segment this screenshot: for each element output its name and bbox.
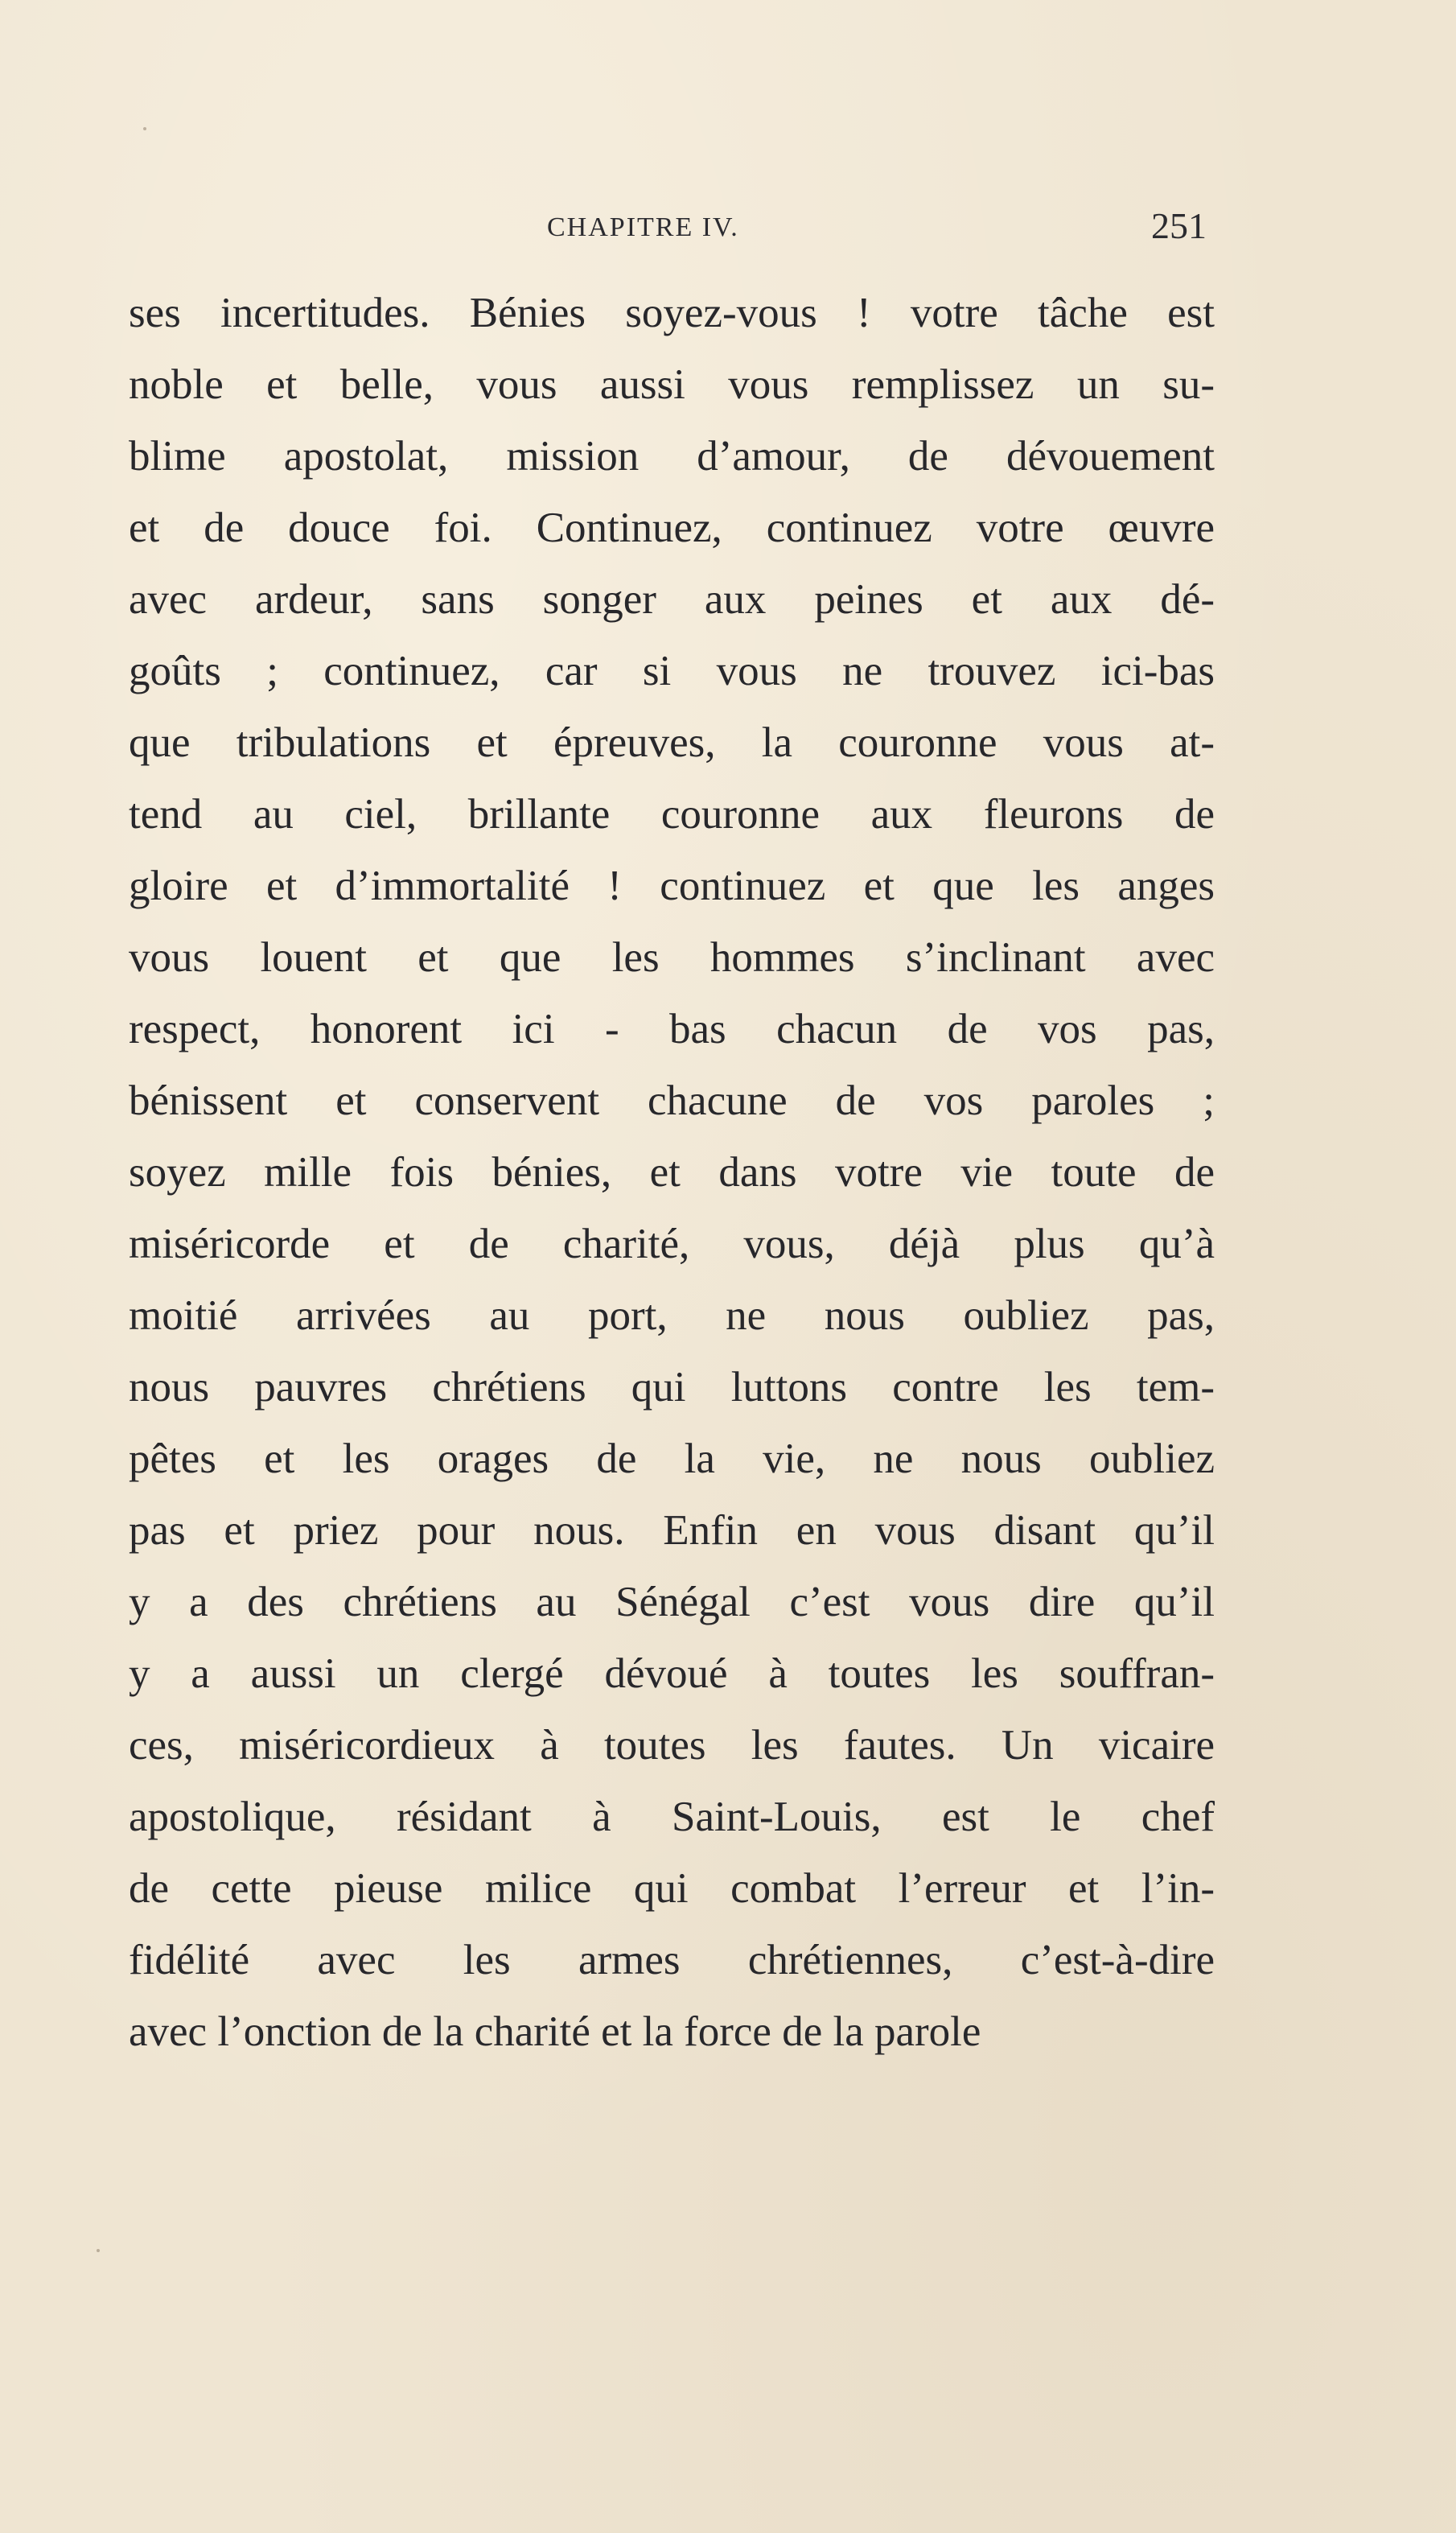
text-line: pas et priez pour nous. Enfin en vous disant qu’il — [129, 1507, 1215, 1554]
text-line: tend au ciel, brillante couronne aux fleurons de — [129, 791, 1215, 838]
text-line: vous louent et que les hommes s’inclinant avec — [129, 934, 1215, 981]
text-line: et de douce foi. Continuez, continuez votre œuvre — [129, 505, 1215, 551]
text-line: blime apostolat, mission d’amour, de dévouement — [129, 433, 1215, 480]
text-line: y a des chrétiens au Sénégal c’est vous dire qu’il — [129, 1579, 1215, 1625]
paper-speck — [143, 127, 146, 130]
text-line: soyez mille fois bénies, et dans votre vie toute de — [129, 1149, 1215, 1196]
paper-speck — [97, 2249, 100, 2252]
text-line: ses incertitudes. Bénies soyez-vous ! votre tâche est — [129, 290, 1215, 336]
text-line: apostolique, résidant à Saint-Louis, est le chef — [129, 1794, 1215, 1840]
text-line: respect, honorent ici - bas chacun de vos pas, — [129, 1006, 1215, 1052]
page-number: 251 — [1151, 205, 1207, 246]
text-line: moitié arrivées au port, ne nous oubliez pas, — [129, 1292, 1215, 1339]
text-line: avec ardeur, sans songer aux peines et aux dé- — [129, 576, 1215, 623]
text-line: miséricorde et de charité, vous, déjà plus qu’à — [129, 1221, 1215, 1267]
text-line: goûts ; continuez, car si vous ne trouvez ici-bas — [129, 648, 1215, 694]
text-line: avec l’onction de la charité et la force de la parole — [129, 2008, 981, 2055]
text-line: gloire et d’immortalité ! continuez et que les anges — [129, 863, 1215, 909]
text-line: pêtes et les orages de la vie, ne nous oubliez — [129, 1435, 1215, 1482]
text-line: ces, miséricordieux à toutes les fautes. Un vicaire — [129, 1722, 1215, 1769]
text-line: de cette pieuse milice qui combat l’erreur et l’in- — [129, 1865, 1215, 1912]
text-line: noble et belle, vous aussi vous remplissez un su- — [129, 361, 1215, 408]
text-line: fidélité avec les armes chrétiennes, c’est-à-dire — [129, 1937, 1215, 1983]
chapter-title: CHAPITRE IV. — [547, 212, 739, 242]
text-line: bénissent et conservent chacune de vos paroles ; — [129, 1077, 1215, 1124]
running-head — [129, 201, 1207, 257]
body-text — [129, 278, 1215, 2068]
text-line: y a aussi un clergé dévoué à toutes les souffran- — [129, 1650, 1215, 1697]
text-line: nous pauvres chrétiens qui luttons contre les tem- — [129, 1364, 1215, 1411]
text-line: que tribulations et épreuves, la couronne vous at- — [129, 719, 1215, 766]
